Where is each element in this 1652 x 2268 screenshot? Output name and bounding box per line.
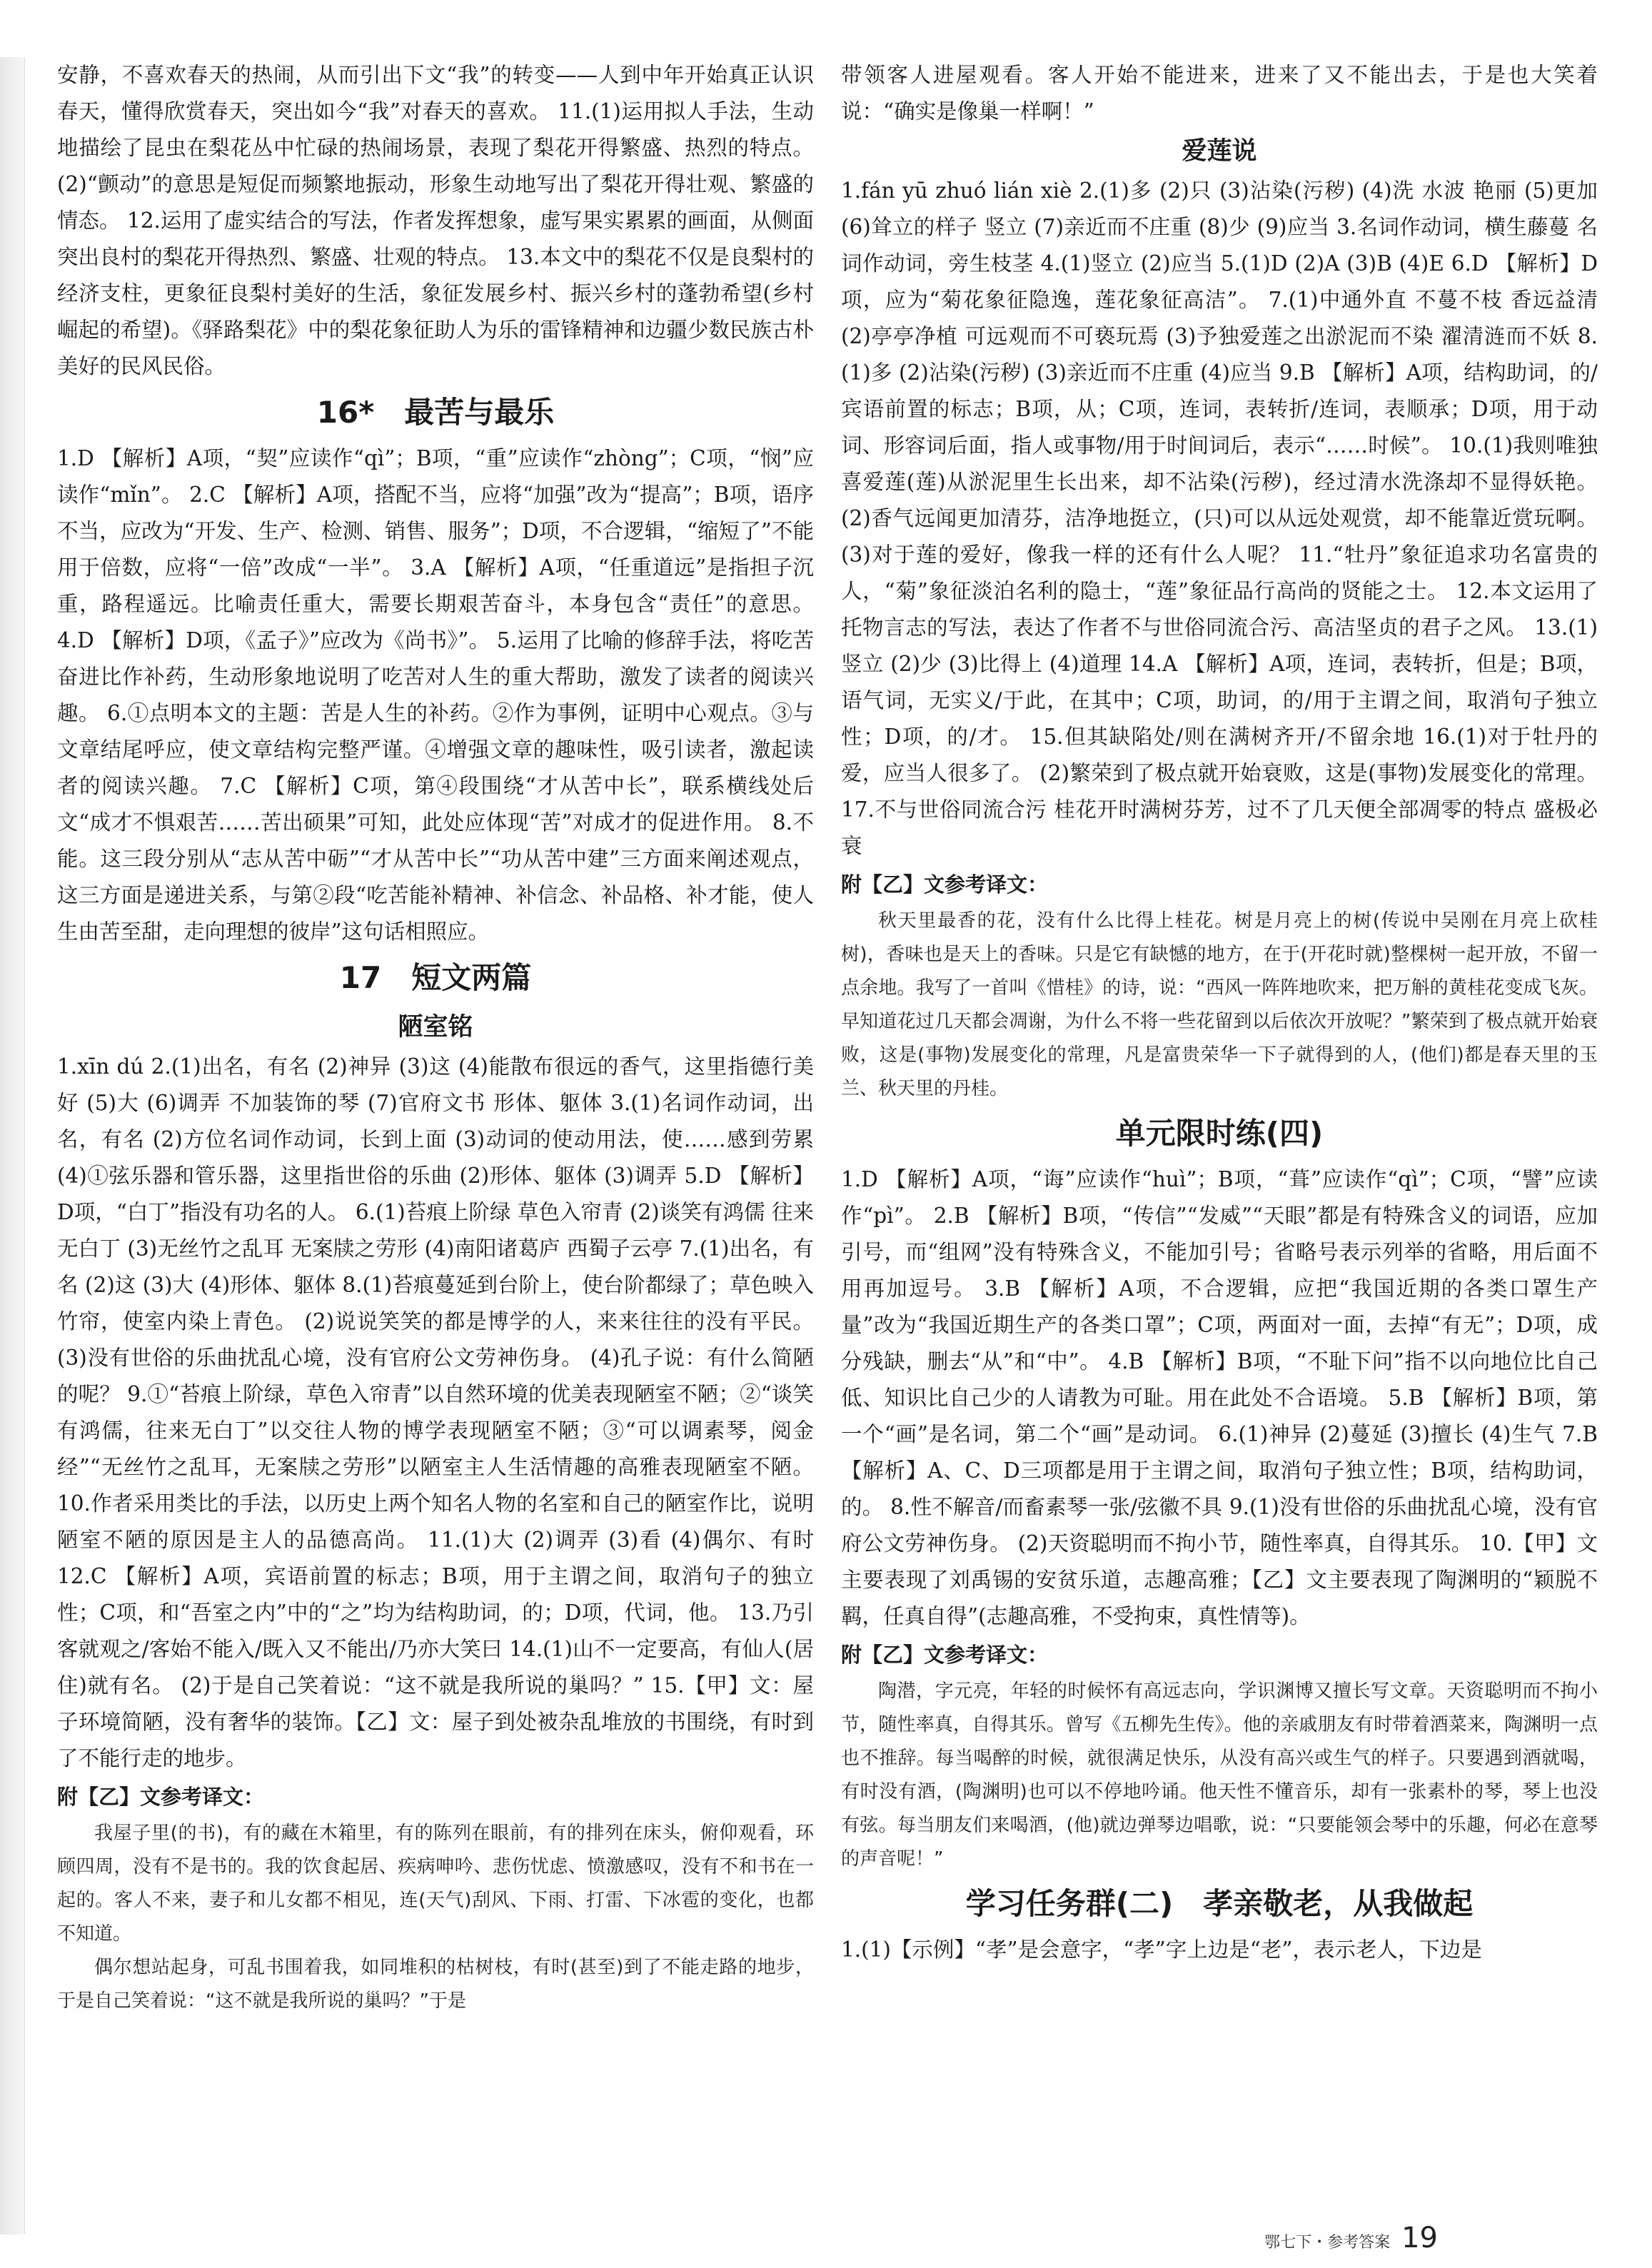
section-heading-17: 17 短文两篇 xyxy=(339,960,532,995)
subsection-heading-ailianshuo: 爱莲说 xyxy=(1182,137,1257,166)
page-binding-edge xyxy=(0,57,25,2234)
answer-paragraph: 1.xīn dú 2.(1)出名，有名 (2)神异 (3)这 (4)能散布很远的香气，这里指德行美好 (5)大 (6)调弄 不加装饰的琴 (7)官府文书 形体、躯体 3.(1)名词作动词，出名，有名 (2)方位名词作动词，长到上面 (3)动词的使动用法，使……感到劳累 (4)①弦乐器和管乐器，这里指世俗的乐曲 (2)形体、躯体 (3)调弄 5.D 【解析】D项，“白丁”指没有功名的人。 6.(1)苔痕上阶绿 草色入帘青 (2)谈笑有鸿儒 往来无白丁 (3)无丝竹之乱耳 无案牍之劳形 (4)南阳诸葛庐 西蜀子云亭 7.(1)出名，有名 (2)这 (3)大 (4)形体、躯体 8.(1)苔痕蔓延到台阶上，使台阶都绿了；草色映入竹帘，使室内染上青色。 (2)说说笑笑的都是博学的人，来来往往的没有平民。 (3)没有世俗的乐曲扰乱心境，没有官府公文劳神伤身。 (4)孔子说：有什么简陋的呢？ 9.①“苔痕上阶绿，草色入帘青”以自然环境的优美表现陋室不陋；②“谈笑有鸿儒，往来无白丁”以交往人物的博学表现陋室不陋；③“可以调素琴，阅金经”“无丝竹之乱耳，无案牍之劳形”以陋室主人生活情趣的高雅表现陋室不陋。 10.作者采用类比的手法，以历史上两个知名人物的名室和自己的陋室作比，说明陋室不陋的原因是主人的品德高尚。 11.(1)大 (2)调弄 (3)看 (4)偶尔、有时 12.C 【解析】A项，宾语前置的标志；B项，用于主谓之间，取消句子的独立性；C项，和“吾室之内”中的“之”均为结构助词，的；D项，代词，他。 13.乃引客就观之/客始不能入/既入又不能出/乃亦大笑曰 14.(1)山不一定要高，有仙人(居住)就有名。 (2)于是自己笑着说：“这不就是我所说的巢吗？” 15.【甲】文：屋子环境简陋，没有奢华的装饰。【乙】文：屋子到处被杂乱堆放的书围绕，有时到了不能行走的地步。 xyxy=(57,1054,814,1770)
subsection-heading-loushiming: 陋室铭 xyxy=(398,1013,473,1042)
appendix-title: 附【乙】文参考译文： xyxy=(841,872,1049,897)
section-heading-task-group: 学习任务群(二) 孝亲敬老，从我做起 xyxy=(965,1886,1474,1921)
translation-paragraph: 陶潜，字元亮，年轻的时候怀有高远志向，学识渊博又擅长写文章。天资聪明而不拘小节，随性率真，自得其乐。曾写《五柳先生传》。他的亲戚朋友有时带着酒菜来，陶渊明一点也不推辞。每当喝醉的时候，就很满足快乐，从没有高兴或生气的样子。只要遇到酒就喝，有时没有酒，(陶渊明)也可以不停地吟诵。他天性不懂音乐，却有一张素朴的琴，琴上也没有弦。每当朋友们来喝酒，(他)就边弹琴边唱歌，说：“只要能领会琴中的乐趣，何必在意琴的声音呢！” xyxy=(841,1680,1598,1870)
section-heading-unit-test: 单元限时练(四) xyxy=(1115,1116,1324,1151)
section-heading-16: 16* 最苦与最乐 xyxy=(316,395,555,430)
left-column xyxy=(57,57,814,2018)
answer-paragraph: 带领客人进屋观看。客人开始不能进来，进来了又不能出去，于是也大笑着说：“确实是像巢一样啊！” xyxy=(841,63,1598,124)
translation-paragraph: 我屋子里(的书)，有的藏在木箱里，有的陈列在眼前，有的排列在床头，俯仰观看，环顾四周，没有不是书的。我的饮食起居、疾病呻吟、悲伤忧虑、愤激感叹，没有不和书在一起的。客人不来，妻子和儿女都不相见，连(天气)刮风、下雨、打雷、下冰雹的变化，也都不知道。 xyxy=(57,1823,814,1945)
footer-label: 鄂七下・参考答案 xyxy=(1264,2234,1391,2252)
right-column xyxy=(841,57,1598,1968)
answer-paragraph: 1.D 【解析】A项，“诲”应读作“huì”；B项，“葺”应读作“qì”；C项，“譬”应读作“pì”。 2.B 【解析】B项，“传信”“发威”“天眼”都是有特殊含义的词语，应加引号，而“组网”没有特殊含义，不能加引号；省略号表示列举的省略，用后面不用再加逗号。 3.B 【解析】A项，不合逻辑，应把“我国近期的各类口罩生产量”改为“我国近期生产的各类口罩”；C项，两面对一面，去掉“有无”；D项，成分残缺，删去“从”和“中”。 4.B 【解析】B项，“不耻下问”指不以向地位比自己低、知识比自己少的人请教为可耻。用在此处不合语境。 5.B 【解析】B项，第一个“画”是名词，第二个“画”是动词。 6.(1)神异 (2)蔓延 (3)擅长 (4)生气 7.B 【解析】A、C、D三项都是用于主谓之间，取消句子独立性；B项，结构助词，的。 8.性不解音/而畜素琴一张/弦徽不具 9.(1)没有世俗的乐曲扰乱心境，没有官府公文劳神伤身。 (2)天资聪明而不拘小节，随性率真，自得其乐。 10.【甲】文主要表现了刘禹锡的安贫乐道，志趣高雅；【乙】文主要表现了陶渊明的“颖脱不羁，任真自得”(志趣高雅，不受拘束，真性情等)。 xyxy=(841,1167,1598,1628)
translation-paragraph: 秋天里最香的花，没有什么比得上桂花。树是月亮上的树(传说中吴刚在月亮上砍桂树)，香味也是天上的香味。只是它有缺憾的地方，在于(开花时就)整棵树一起开放，不留一点余地。我写了一首叫《惜桂》的诗，说：“西风一阵阵地吹来，把万斛的黄桂花变成飞灰。早知道花过几天都会凋谢，为什么不将一些花留到以后依次开放呢？”繁荣到了极点就开始衰败，这是(事物)发展变化的常理，凡是富贵荣华一下子就得到的人，(他们)都是春天里的玉兰、秋天里的丹桂。 xyxy=(841,910,1598,1099)
appendix-title: 附【乙】文参考译文： xyxy=(841,1643,1049,1667)
answer-paragraph: 1.(1)【示例】“孝”是会意字，“孝”字上边是“老”，表示老人，下边是 xyxy=(841,1937,1482,1962)
translation-paragraph: 偶尔想站起身，可乱书围着我，如同堆积的枯树枝，有时(甚至)到了不能走路的地步，于是自己笑着说：“这不就是我所说的巢吗？”于是 xyxy=(57,1957,814,2012)
page-number: 19 xyxy=(1401,2222,1438,2254)
page-footer xyxy=(1264,2222,1438,2254)
appendix-title: 附【乙】文参考译文： xyxy=(57,1785,265,1809)
answer-paragraph: 1.fán yū zhuó lián xiè 2.(1)多 (2)只 (3)沾染(污秽) (4)洗 水波 艳丽 (5)更加 (6)耸立的样子 竖立 (7)亲近而不庄重 (8)少 (9)应当 3.名词作动词，横生藤蔓 名词作动词，旁生枝茎 4.(1)竖立 (2)应当 5.(1)D (2)A (3)B (4)E 6.D 【解析】D项，应为“菊花象征隐逸，莲花象征高洁”。 7.(1)中通外直 不蔓不枝 香远益清 (2)亭亭净植 可远观而不可亵玩焉 (3)予独爱莲之出淤泥而不染 濯清涟而不妖 8.(1)多 (2)沾染(污秽) (3)亲近而不庄重 (4)应当 9.B 【解析】A项，结构助词，的/宾语前置的标志；B项，从；C项，连词，表转折/连词，表顺承；D项，用于动词、形容词后面，指人或事物/用于时间词后，表示“……时候”。 10.(1)我则唯独喜爱莲(莲)从淤泥里生长出来，却不沾染(污秽)，经过清水洗涤却不显得妖艳。 (2)香气远闻更加清芬，洁净地挺立，(只)可以从远处观赏，却不能靠近赏玩啊。 (3)对于莲的爱好，像我一样的还有什么人呢？ 11.“牡丹”象征追求功名富贵的人，“菊”象征淡泊名利的隐士，“莲”象征品行高尚的贤能之士。 12.本文运用了托物言志的写法，表达了作者不与世俗同流合污、高洁坚贞的君子之风。 13.(1)竖立 (2)少 (3)比得上 (4)道理 14.A 【解析】A项，连词，表转折，但是；B项，语气词，无实义/于此，在其中；C项，助词，的/用于主谓之间，取消句子独立性；D项，的/才。 15.但其缺陷处/则在满树齐开/不留余地 16.(1)对于牡丹的爱，应当人很多了。 (2)繁荣到了极点就开始衰败，这是(事物)发展变化的常理。 17.不与世俗同流合污 桂花开时满树芬芳，过不了几天便全部凋零的特点 盛极必衰 xyxy=(841,178,1598,858)
answer-paragraph: 安静，不喜欢春天的热闹，从而引出下文“我”的转变——人到中年开始真正认识春天，懂得欣赏春天，突出如今“我”对春天的喜欢。 11.(1)运用拟人手法，生动地描绘了昆虫在梨花丛中忙碌的热闹场景，表现了梨花开得繁盛、热烈的特点。 (2)“颤动”的意思是短促而频繁地振动，形象生动地写出了梨花开得壮观、繁盛的情态。 12.运用了虚实结合的写法，作者发挥想象，虚写果实累累的画面，从侧面突出良村的梨花开得热烈、繁盛、壮观的特点。 13.本文中的梨花不仅是良梨村的经济支柱，更象征良梨村美好的生活，象征发展乡村、振兴乡村的蓬勃希望(乡村崛起的希望)。《驿路梨花》中的梨花象征助人为乐的雷锋精神和边疆少数民族古朴美好的民风民俗。 xyxy=(57,63,814,378)
answer-paragraph: 1.D 【解析】A项，“契”应读作“qì”；B项，“重”应读作“zhòng”；C项，“悯”应读作“mǐn”。 2.C 【解析】A项，搭配不当，应将“加强”改为“提高”；B项，语序不当，应改为“开发、生产、检测、销售、服务”；D项，不合逻辑，“缩短了”不能用于倍数，应将“一倍”改成“一半”。 3.A 【解析】A项，“任重道远”是指担子沉重，路程遥远。比喻责任重大，需要长期艰苦奋斗，本身包含“责任”的意思。 4.D 【解析】D项，《孟子》”应改为《尚书》”。 5.运用了比喻的修辞手法，将吃苦奋进比作补药，生动形象地说明了吃苦对人生的重大帮助，激发了读者的阅读兴趣。 6.①点明本文的主题：苦是人生的补药。②作为事例，证明中心观点。③与文章结尾呼应，使文章结构完整严谨。④增强文章的趣味性，吸引读者，激起读者的阅读兴趣。 7.C 【解析】C项，第④段围绕“才从苦中长”，联系横线处后文“成才不惧艰苦……苦出硕果”可知，此处应体现“苦”对成才的促进作用。 8.不能。这三段分别从“志从苦中砺”“才从苦中长”“功从苦中建”三方面来阐述观点，这三方面是递进关系，与第②段“吃苦能补精神、补信念、补品格、补才能，使人生由苦至甜，走向理想的彼岸”这句话相照应。 xyxy=(57,446,814,944)
